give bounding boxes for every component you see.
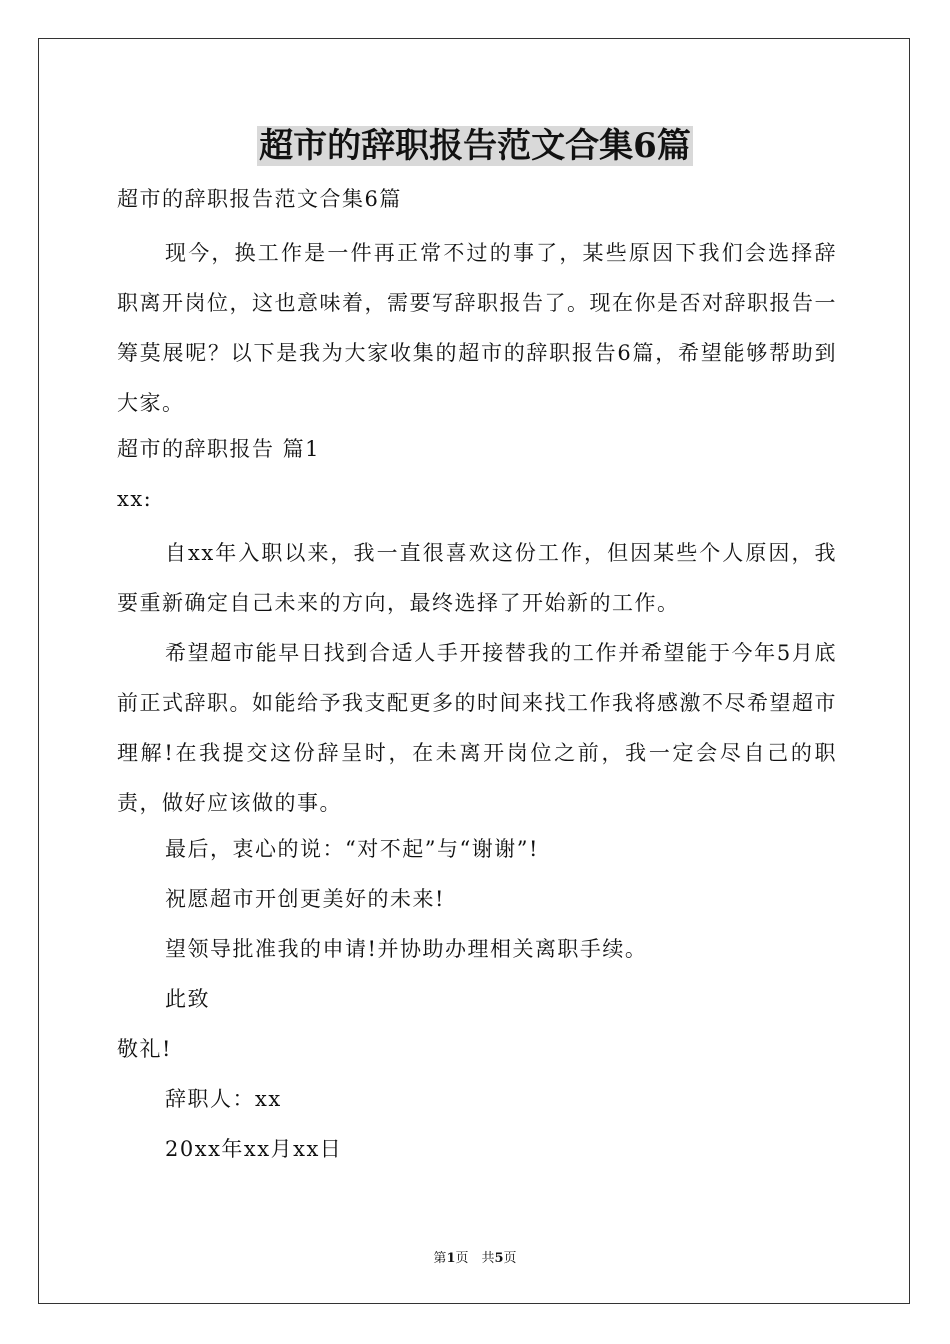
intro-paragraph: 现今，换工作是一件再正常不过的事了，某些原因下我们会选择辞职离开岗位，这也意味着，需要写辞职报告了。现在你是否对辞职报告一筹莫展呢？以下是我为大家收集的超市的辞职报告6篇，希望能够帮助到大家。 (117, 241, 837, 415)
page-label-suffix: 页 (503, 1251, 517, 1266)
page-total: 5 (494, 1251, 504, 1266)
page-current: 1 (446, 1251, 456, 1266)
body-paragraph-3: 最后，衷心的说：“对不起”与“谢谢”! (165, 837, 539, 861)
document-title-text: 超市的辞职报告范文合集6篇 (259, 126, 691, 166)
closing-salute: 敬礼! (117, 1037, 172, 1061)
body-paragraph-5: 望领导批准我的申请!并协助办理相关离职手续。 (165, 937, 648, 961)
page-label-mid: 页 共 (455, 1251, 495, 1266)
body-paragraph-2: 希望超市能早日找到合适人手开接替我的工作并希望能于今年5月底前正式辞职。如能给予我支配更多的时间来找工作我将感激不尽希望超市理解!在我提交这份辞呈时，在未离开岗位之前，我一定会尽自己的职责，做好应该做的事。 (117, 641, 837, 815)
date-line: 20xx年xx月xx日 (165, 1137, 343, 1161)
closing-respectfully: 此致 (165, 987, 210, 1011)
signature-line: 辞职人：xx (165, 1087, 282, 1111)
page-footer (0, 1247, 950, 1266)
document-subtitle: 超市的辞职报告范文合集6篇 (117, 187, 402, 211)
body-paragraph-1: 自xx年入职以来，我一直很喜欢这份工作，但因某些个人原因，我要重新确定自己未来的方向，最终选择了开始新的工作。 (117, 541, 837, 615)
page-label-prefix: 第 (433, 1251, 447, 1266)
document-body (117, 178, 837, 1178)
salutation: xx: (117, 487, 153, 511)
body-paragraph-4: 祝愿超市开创更美好的未来! (165, 887, 445, 911)
section-heading: 超市的辞职报告 篇1 (117, 437, 321, 461)
document-title (0, 122, 950, 170)
